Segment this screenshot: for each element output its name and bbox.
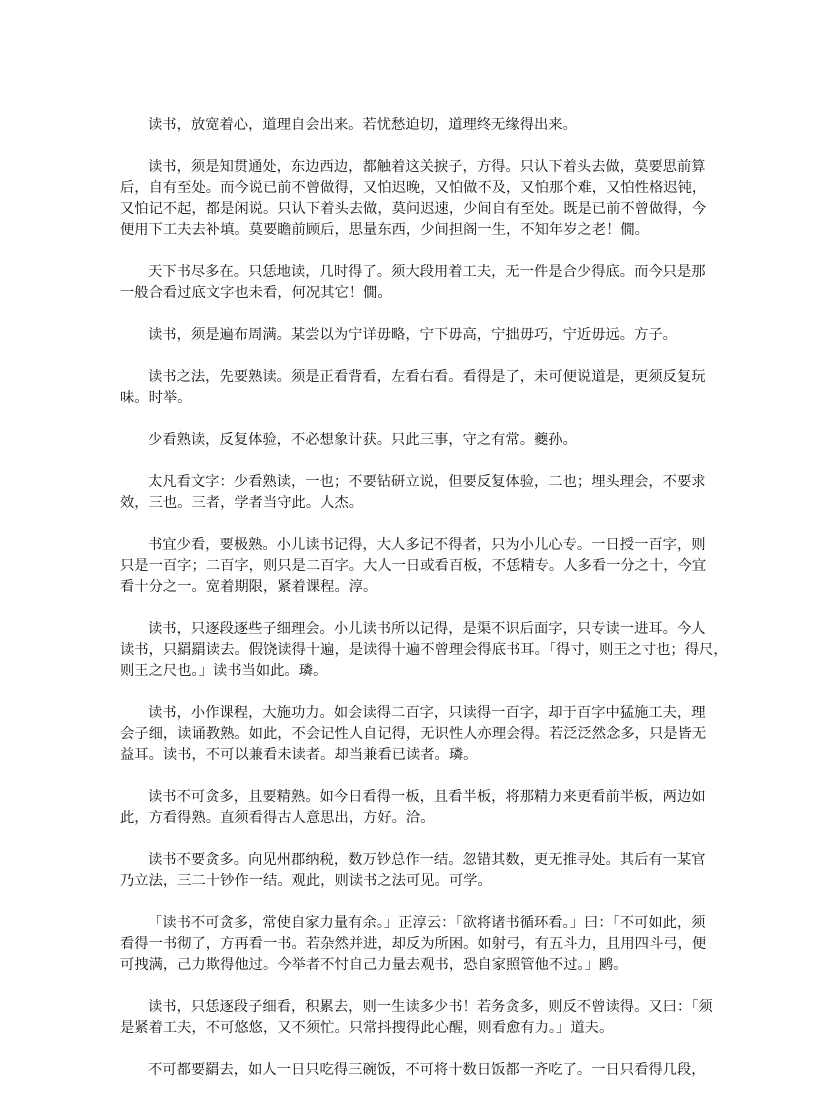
text-line: 读书，须是遍布周满。某尝以为宁详毋略，宁下毋高，宁拙毋巧，宁近毋远。方子。: [148, 327, 677, 343]
paragraph: [120, 262, 706, 304]
paragraph: [120, 115, 698, 136]
paragraph: [120, 619, 728, 682]
text-line: 此，方看得熟。直须看得古人意思出，方好。洽。: [120, 810, 435, 826]
paragraph: [120, 472, 706, 514]
document-page: [120, 115, 728, 1102]
text-line: 可拽满，己力欺得他过。今举者不忖自己力量去观书，恐自家照管他不过。」𬸘。: [120, 957, 628, 973]
paragraph: [120, 157, 707, 241]
paragraph: [120, 325, 698, 346]
text-line: 「读书不可贪多，常使自家力量有余。」正淳云：「欲将诸书循环看。」曰：「不可如此，须: [148, 915, 706, 931]
text-line: 读书，只逐段逐些子细理会。小儿读书所以记得，是渠不识后面字，只专读一进耳。今人: [148, 621, 706, 637]
text-line: 读书不可贪多，且要精熟。如今日看得一板，且看半板，将那精力来更看前半板，两边如: [148, 789, 706, 805]
text-line: 味。时举。: [120, 390, 192, 406]
text-line: 读书，小作课程，大施功力。如会读得二百字，只读得一百字，却于百字中猛施工夫，理: [148, 705, 706, 721]
text-line: 又怕记不起，都是闲说。只认下着头去做，莫问迟速，少间自有至处。既是已前不曾做得，今: [120, 201, 707, 217]
text-line: 读书，须是知贯通处，东边西边，都触着这关捩子，方得。只认下着头去做，莫要思前算: [148, 159, 706, 175]
text-line: 少看熟读，反复体验，不必想象计获。只此三事，守之有常。夔孙。: [148, 432, 577, 448]
text-line: 读书不要贪多。向见州郡纳税，数万钞总作一结。忽错其数，更无推寻处。其后有一某官: [148, 852, 706, 868]
paragraph: [120, 850, 706, 892]
text-line: 看十分之一。宽着期限，紧着课程。淳。: [120, 579, 378, 595]
text-line: 乃立法，三二十钞作一结。观此，则读书之法可见。可学。: [120, 873, 492, 889]
text-line: 便用下工夫去补填。莫要瞻前顾后，思量东西，少间担阁一生，不知年岁之老！僩。: [120, 222, 649, 238]
text-line: 只是一百字；二百字，则只是二百字。大人一日或看百板，不恁精专。人多看一分之十，今宜: [120, 558, 707, 574]
text-line: 会子细，读诵教熟。如此，不会记性人自记得，无识性人亦理会得。若泛泛然念多，只是皆无: [120, 726, 707, 742]
paragraph: [120, 997, 713, 1039]
text-line: 读书之法，先要熟读。须是正看背看，左看右看。看得是了，未可便说道是，更须反复玩: [148, 369, 706, 385]
text-line: 天下书尽多在。只恁地读，几时得了。须大段用着工夫，无一件是合少得底。而今只是那: [148, 264, 706, 280]
paragraph: [120, 367, 706, 409]
paragraph: [120, 535, 707, 598]
text-line: 看得一书彻了，方再看一书。若杂然并进，却反为所困。如射弓，有五斗力，且用四斗弓，便: [120, 936, 707, 952]
text-line: 后，自有至处。而今说已前不曾做得，又怕迟晚，又怕做不及，又怕那个难，又怕性格迟钝，: [120, 180, 707, 196]
text-line: 书宜少看，要极熟。小儿读书记得，大人多记不得者，只为小儿心专。一日授一百字，则: [148, 537, 706, 553]
text-line: 不可都要羂去，如人一日只吃得三碗饭，不可将十数日饭都一齐吃了。一日只看得几段，: [148, 1062, 706, 1078]
text-line: 读书，只羂羂读去。假饶读得十遍，是读得十遍不曾理会得底书耳。「得寸，则王之寸也；得尺，: [120, 642, 728, 658]
paragraph: [120, 703, 707, 766]
paragraph: [120, 913, 707, 976]
text-line: 读书，只恁逐段子细看，积累去，则一生读多少书！若务贪多，则反不曾读得。又曰：「须: [148, 999, 713, 1015]
paragraph: [120, 430, 698, 451]
paragraph: [120, 787, 706, 829]
text-line: 一般合看过底文字也未看，何况其它！僩。: [120, 285, 392, 301]
text-line: 效，三也。三者，学者当守此。人杰。: [120, 495, 364, 511]
text-line: 益耳。读书，不可以兼看未读者。却当兼看已读者。璘。: [120, 747, 478, 763]
text-line: 读书，放宽着心，道理自会出来。若忧愁迫切，道理终无缘得出来。: [148, 117, 577, 133]
text-line: 则王之尺也。」读书当如此。璘。: [120, 663, 328, 679]
text-line: 是紧着工夫，不可悠悠，又不须忙。只常抖搜得此心醒，则看愈有力。」道夫。: [120, 1020, 614, 1036]
text-line: 太凡看文字：少看熟读，一也；不要钻研立说，但要反复体验，二也；埋头理会，不要求: [148, 474, 706, 490]
paragraph: [120, 1060, 706, 1081]
